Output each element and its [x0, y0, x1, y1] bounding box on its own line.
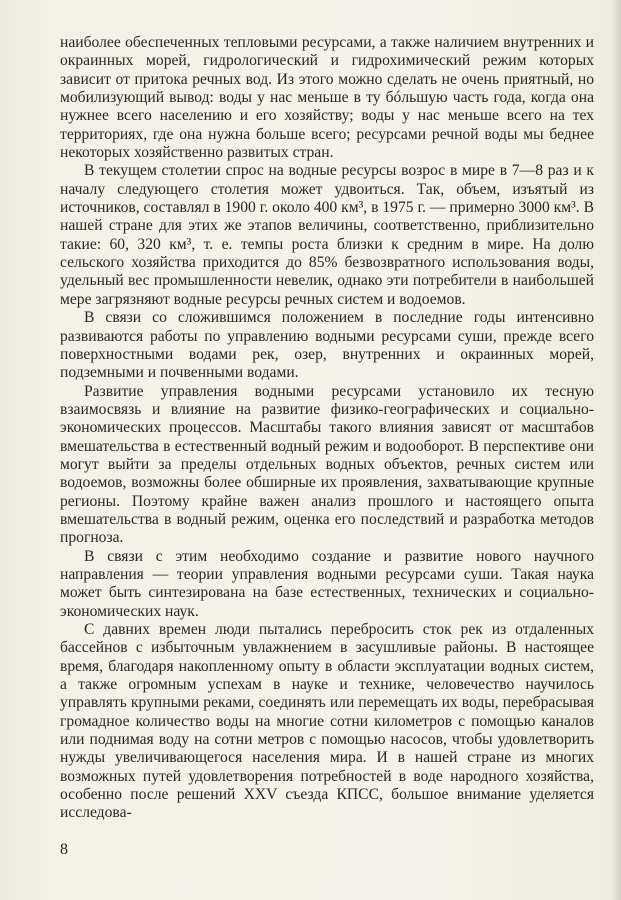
body-text: [60, 34, 594, 823]
paragraph-4: Развитие управления водными ресурсами установило их тесную взаимосвязь и влияние на развитие физико-географических и социально-экономических процессов. Масштабы такого влияния зависят от масштабов вмешательства в естественный водный режим и водооборот. В перспективе они могут выйти за пределы отдельных водных объектов, речных систем или водоемов, возможны более обширные их проявления, захватывающие крупные регионы. Поэтому крайне важен анализ прошлого и настоящего опыта вмешательства в водный режим, оценка его последствий и разработка методов прогноза.: [60, 382, 594, 547]
paragraph-6: С давних времен люди пытались перебросить сток рек из отдаленных бассейнов с избыточным увлажнением в засушливые районы. В настоящее время, благодаря накопленному опыту в области эксплуатации водных систем, а также огромным успехам в науке и технике, человечество научилось управлять крупными реками, соединять или перемещать их воды, перебрасывая громадное количество воды на многие сотни километров с помощью каналов или поднимая воду на сотни метров с помощью насосов, чтобы удовлетворить нужды увеличивающегося населения мира. И в нашей стране из многих возможных путей удовлетворения потребностей в воде народного хозяйства, особенно после решений XXV съезда КПСС, большое внимание уделяется исследова-: [60, 621, 594, 822]
paragraph-3: В связи со сложившимся положением в последние годы интенсивно развиваются работы по управлению водными ресурсами суши, прежде всего поверхностными водами рек, озер, внутренних и окраинных морей, подземными и почвенными водами.: [60, 309, 594, 382]
page-spine-shadow: [611, 0, 621, 900]
page-number: 8: [60, 841, 68, 858]
paragraph-2: В текущем столетии спрос на водные ресурсы возрос в мире в 7—8 раз и к началу следующего столетия может удвоиться. Так, объем, изъятый из источников, составлял в 1900 г. около 400 км³, в 1975 г. — примерно 3000 км³. В нашей стране для этих же этапов величины, соответственно, приблизительно такие: 60, 320 км³, т. е. темпы роста близки к средним в мире. На долю сельского хозяйства приходится до 85% безвозвратного использования воды, удельный вес промышленности невелик, однако эти потребители в наибольшей мере загрязняют водные ресурсы речных систем и водоемов.: [60, 162, 594, 308]
paragraph-1: наиболее обеспеченных тепловыми ресурсами, а также наличием внутренних и окраинных морей, гидрологический и гидрохимический режим которых зависит от притока речных вод. Из этого можно сделать не очень приятный, но мобилизующий вывод: воды у нас меньше в ту бóльшую часть года, когда она нужнее всего населению и его хозяйству; воды у нас меньше всего на тех территориях, где она нужна больше всего; ресурсами речной воды мы беднее некоторых хозяйственно развитых стран.: [60, 34, 594, 162]
paragraph-5: В связи с этим необходимо создание и развитие нового научного направления — теории управления водными ресурсами суши. Такая наука может быть синтезирована на базе естественных, технических и социально-экономических наук.: [60, 547, 594, 620]
